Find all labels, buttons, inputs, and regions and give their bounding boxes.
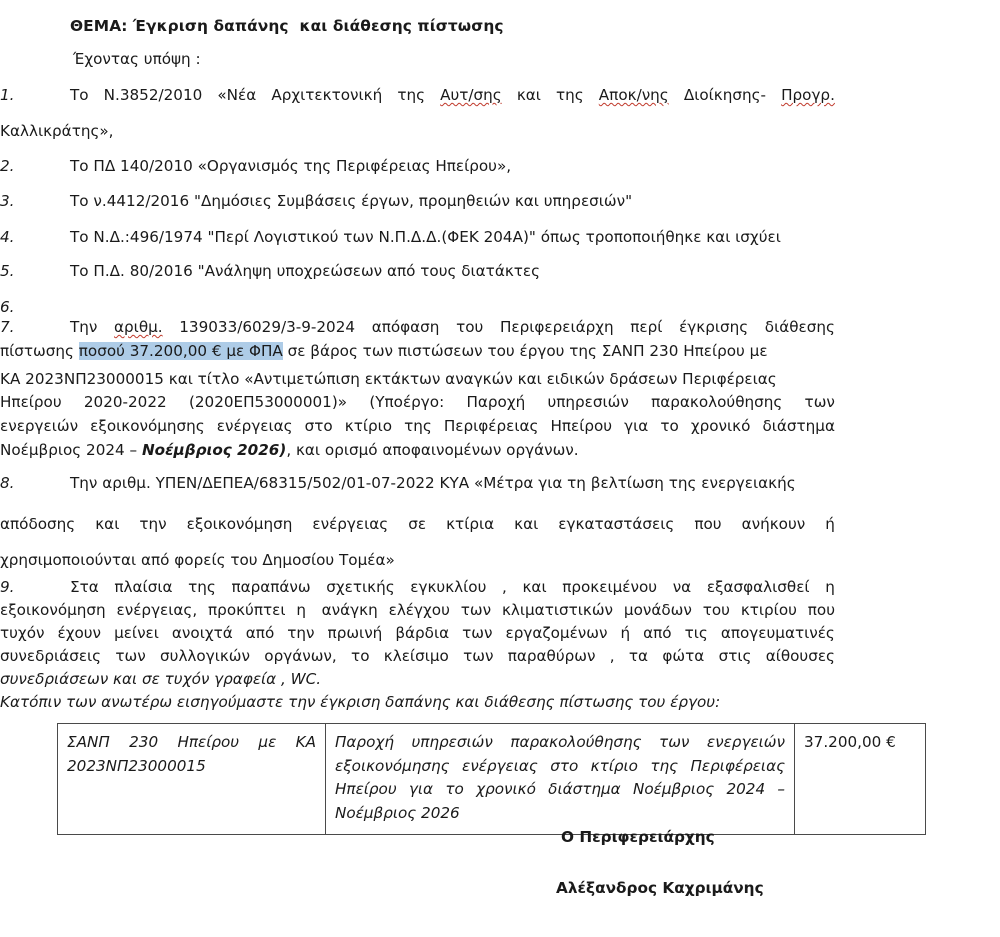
list-item-line	[70, 578, 835, 596]
word: ενέργειας,	[116, 601, 198, 619]
word: την	[287, 624, 315, 642]
list-item-line	[70, 262, 540, 280]
word: φώτα	[662, 647, 705, 665]
list-item-line: Το ΠΔ 140/2010 «Οργανισμός της Περιφέρειας Ηπείρου»,	[70, 157, 512, 175]
list-item-line	[70, 318, 835, 336]
word: και	[522, 578, 547, 596]
word: ενεργειών	[0, 417, 79, 435]
word: και	[516, 86, 541, 104]
text-run: χρησιμοποιούνται από φορείς του Δημοσίου Τομέα»	[0, 551, 395, 569]
word: προκειμένου	[562, 578, 658, 596]
word: κτίριο	[344, 417, 393, 435]
text-run: σε βάρος των πιστώσεων του έργου της ΣΑΝΠ 230 Ηπείρου με	[282, 342, 768, 360]
word: ,	[502, 578, 507, 596]
word: της	[188, 578, 216, 596]
word: της	[404, 417, 432, 435]
word: περί	[630, 318, 663, 336]
word: ή	[825, 515, 835, 533]
word: εγκυκλίου	[410, 578, 487, 596]
word: απόφαση	[371, 318, 440, 336]
table-cell-description: Παροχή υπηρεσιών παρακολούθησης των ενεργειών εξοικονόμησης ενέργειας στο κτίριο της Περιφέρειας Ηπείρου για το χρονικό διάστημα Νοέμβριος 2024 – Νοέμβριος 2026	[326, 724, 795, 835]
list-item-line	[0, 393, 835, 411]
misspelled-word: αριθμ.	[114, 318, 163, 336]
word: εξοικονόμησης	[90, 417, 205, 435]
list-item-line: Το Ν.Δ.:496/1974 "Περί Λογιστικού των Ν.Π.Δ.Δ.(ΦΕΚ 204Α)" όπως τροποποιήθηκε και ισχύει	[70, 228, 781, 246]
signature-name: Αλέξανδρος Καχριμάνης	[556, 879, 764, 897]
word: έγκρισης	[679, 318, 749, 336]
word: των	[462, 624, 493, 642]
list-item-line	[0, 647, 835, 665]
word: εξασφαλισθεί	[706, 578, 810, 596]
table-cell-amount: 37.200,00 €	[795, 724, 926, 835]
word: σε	[408, 515, 427, 533]
highlighted-amount-text: ποσού 37.200,00 € με ΦΠΑ	[78, 342, 283, 360]
misspelled-word: Αποκ/νης	[598, 86, 669, 104]
word: Αρχιτεκτονική	[271, 86, 383, 104]
list-item-text: Το Π.Δ. 80/2016 "Ανάληψη υποχρεώσεων από τους διατάκτες	[70, 262, 541, 280]
word: την	[139, 515, 167, 533]
word: των	[463, 647, 494, 665]
word: εργαζομένων	[505, 624, 608, 642]
word: βάρδια	[395, 624, 450, 642]
word: ανοιχτά	[171, 624, 233, 642]
word: εξοικονόμηση	[0, 601, 106, 619]
word: της	[397, 86, 426, 104]
word: ανάγκη	[316, 601, 378, 619]
word: Το	[70, 86, 89, 104]
text-run: πίστωσης	[0, 342, 79, 360]
word: απόδοσης	[0, 515, 76, 533]
list-item-number: 4.	[0, 228, 15, 246]
word: και	[95, 515, 120, 533]
word: έχουν	[57, 624, 102, 642]
word: του	[702, 601, 730, 619]
word: μονάδων	[623, 601, 692, 619]
word: ενέργειας	[312, 515, 389, 533]
misspelled-word: Αυτ/σης	[440, 86, 502, 104]
word: το	[660, 417, 679, 435]
list-item-number: 6.	[0, 298, 15, 316]
word: στις	[718, 647, 752, 665]
word: στο	[304, 417, 333, 435]
word: των	[804, 393, 835, 411]
word: οργάνων,	[264, 647, 337, 665]
word: Περιφέρειας	[443, 417, 539, 435]
word: Στα	[70, 578, 99, 596]
word: ή	[620, 624, 631, 642]
word: 139033/6029/3-9-2024	[179, 318, 356, 336]
text-run: ΚΑ 2023ΝΠ23000015 και τίτλο «Αντιμετώπιση εκτάκτων αναγκών και ειδικών δράσεων Περιφέρειας	[0, 370, 777, 388]
word: σχετικής	[326, 578, 395, 596]
word: της	[556, 86, 584, 104]
word: ανήκουν	[741, 515, 806, 533]
word: και	[514, 515, 539, 533]
word: υπηρεσιών	[547, 393, 629, 411]
word: πλαίσια	[114, 578, 173, 596]
text-run: συνεδριάσεων και σε τυχόν γραφεία , WC.	[0, 670, 322, 688]
word: το	[351, 647, 370, 665]
list-item-line	[70, 474, 796, 492]
list-item-number: 5.	[0, 262, 15, 280]
word: παρακολούθησης	[651, 393, 783, 411]
word: ενέργειας	[216, 417, 293, 435]
word: κλείσιμο	[383, 647, 449, 665]
emphasis-date: Νοέμβριος 2026)	[141, 441, 287, 459]
list-item-number: 9.	[0, 578, 15, 596]
word: (2020ΕΠ53000001)»	[188, 393, 348, 411]
text-run: Κατόπιν των ανωτέρω εισηγούμαστε την έγκριση δαπάνης και διάθεσης πίστωσης του έργου:	[0, 693, 721, 711]
list-item-number: 8.	[0, 474, 15, 492]
word: αίθουσες	[765, 647, 835, 665]
word: να	[672, 578, 692, 596]
word: παραπάνω	[231, 578, 311, 596]
word: απογευματινές	[720, 624, 835, 642]
word: «Νέα	[217, 86, 257, 104]
list-item-line	[0, 601, 835, 619]
list-item-line: Καλλικράτης»,	[0, 122, 114, 140]
text-run: Την αριθμ. ΥΠΕΝ/ΔΕΠΕΑ/68315/502/01-07-2022 ΚΥΑ «Μέτρα για τη βελτίωση της ενεργειακής	[70, 474, 796, 492]
word: ,	[609, 647, 615, 665]
text-run: , και ορισμό αποφαινομένων οργάνων.	[286, 441, 579, 459]
word: τα	[628, 647, 649, 665]
table-cell-project-code: ΣΑΝΠ 230 Ηπείρου με ΚΑ 2023ΝΠ23000015	[58, 724, 326, 835]
word: πρωινή	[327, 624, 383, 642]
word: εγκαταστάσεις	[558, 515, 675, 533]
word: κτιρίου	[740, 601, 797, 619]
word: Παροχή	[466, 393, 526, 411]
word: Ηπείρου	[550, 417, 613, 435]
word: συλλογικών	[160, 647, 250, 665]
list-item-line	[0, 624, 835, 642]
word: εξοικονόμηση	[186, 515, 293, 533]
word: των	[460, 601, 492, 619]
word: Περιφερειάρχη	[499, 318, 614, 336]
word: 2020-2022	[83, 393, 167, 411]
text-run: Νοέμβριος 2024 –	[0, 441, 142, 459]
word: προκύπτει	[208, 601, 286, 619]
word: η	[296, 601, 306, 619]
list-item-number: 7.	[0, 318, 15, 336]
word: η	[825, 578, 835, 596]
word: κτίρια	[446, 515, 495, 533]
word: διάστημα	[762, 417, 835, 435]
word: των	[115, 647, 146, 665]
table-row	[58, 724, 926, 835]
word: Ηπείρου	[0, 393, 62, 411]
list-item-line	[0, 515, 835, 533]
word: ελέγχου	[388, 601, 450, 619]
list-item-number: 2.	[0, 157, 15, 175]
word: χρονικό	[690, 417, 751, 435]
word: συνεδριάσεις	[0, 647, 102, 665]
word: N.3852/2010	[103, 86, 203, 104]
page-title: ΘΕΜΑ: Έγκριση δαπάνης και διάθεσης πίστωσης	[70, 17, 504, 35]
word: για	[624, 417, 649, 435]
word: τις	[684, 624, 708, 642]
misspelled-word: Προγρ.	[781, 86, 835, 104]
word: κλιματιστικών	[501, 601, 614, 619]
word: διάθεσης	[764, 318, 835, 336]
list-item-number: 1.	[0, 86, 15, 104]
word: (Υποέργο:	[369, 393, 445, 411]
word: που	[807, 601, 835, 619]
word: τυχόν	[0, 624, 45, 642]
list-item-line: Το ν.4412/2016 "Δημόσιες Συμβάσεις έργων, προμηθειών και υπηρεσιών"	[70, 192, 633, 210]
expense-table	[57, 723, 926, 835]
list-item-line	[0, 417, 835, 435]
list-item-line	[70, 86, 835, 104]
word: που	[694, 515, 722, 533]
word: μείνει	[114, 624, 159, 642]
list-item-number: 3.	[0, 192, 15, 210]
word: Διοίκησης-	[683, 86, 766, 104]
signature-title: Ο Περιφερειάρχης	[561, 828, 715, 846]
word: του	[456, 318, 484, 336]
word: παραθύρων	[507, 647, 596, 665]
word: από	[643, 624, 672, 642]
preamble-text: Έχοντας υπόψη :	[73, 50, 201, 68]
word: Την	[70, 318, 98, 336]
word: από	[245, 624, 275, 642]
